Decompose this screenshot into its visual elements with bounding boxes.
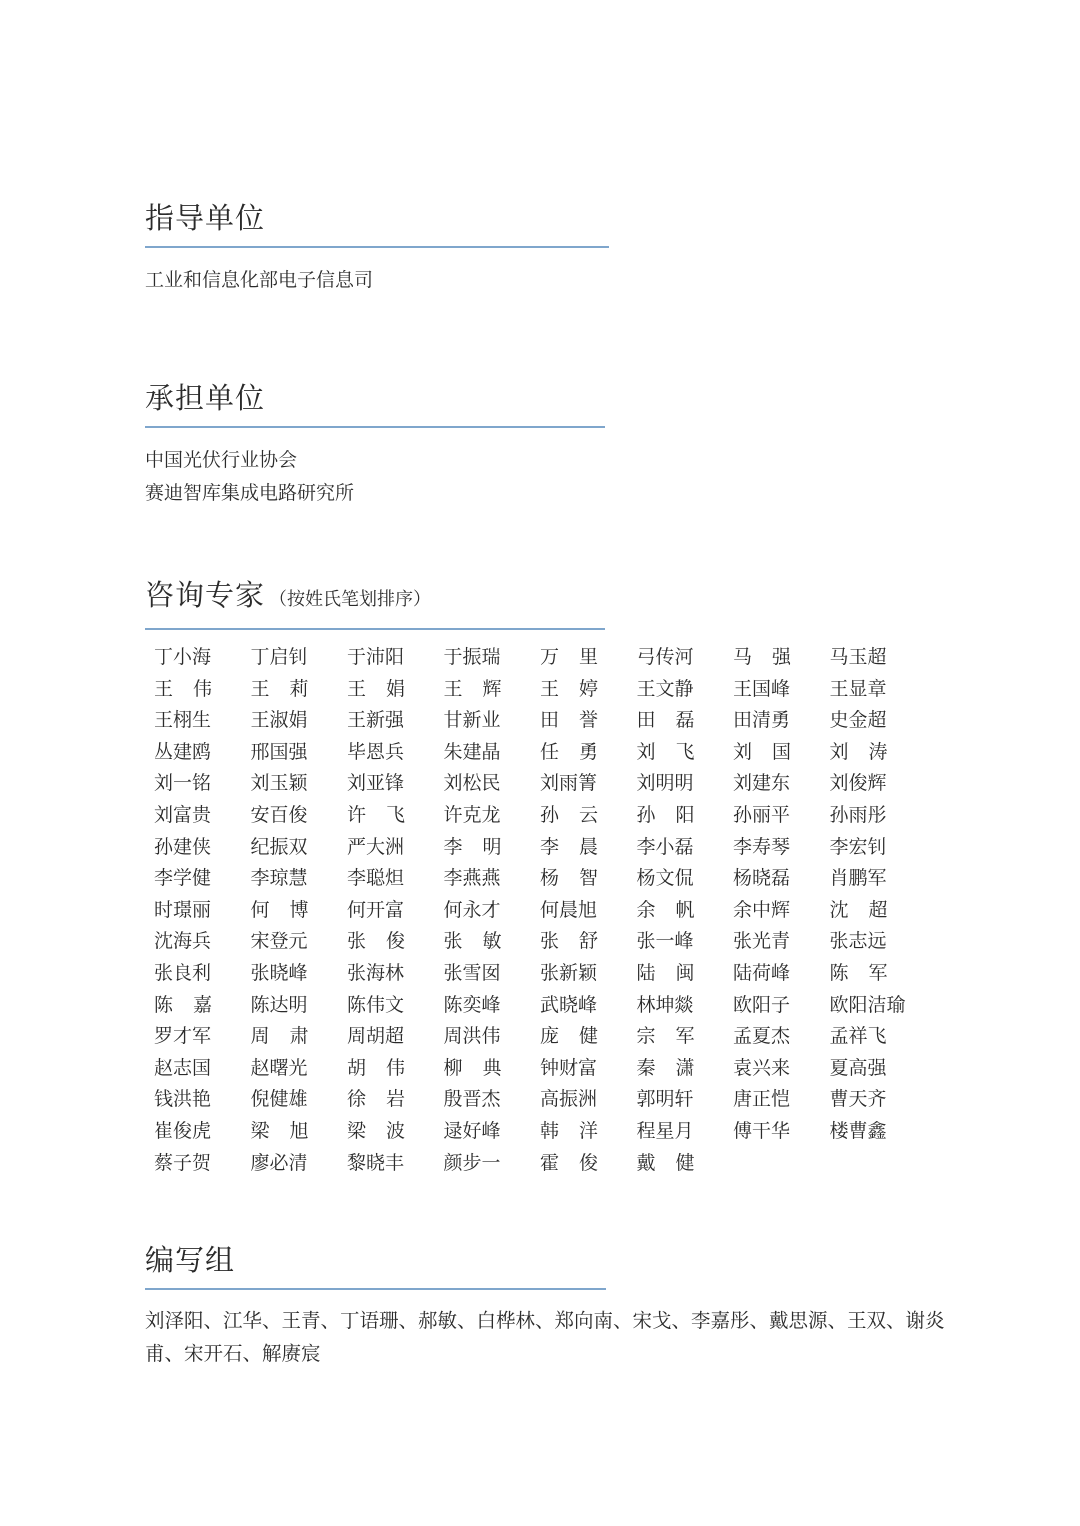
- expert-name: 马 玉 超: [829, 646, 887, 668]
- expert-name: 刘 亚 锋: [347, 772, 405, 795]
- expert-name: 陆 闽: [636, 961, 695, 984]
- expert-name: 甘 新 业: [443, 709, 501, 732]
- expert-name: 弓 传 河: [636, 646, 694, 668]
- writers-heading: 编写组: [145, 1243, 236, 1277]
- host-line: 赛迪智库集成电路研究所: [145, 482, 355, 504]
- expert-name: 王 国 峰: [733, 677, 791, 700]
- guide-line: 工业和信息化部电子信息司: [145, 269, 374, 291]
- expert-name: 李 学 健: [154, 867, 212, 890]
- experts-divider: [145, 628, 605, 630]
- expert-name: 李 宏 钊: [829, 835, 887, 858]
- expert-name: 张 海 林: [347, 961, 405, 984]
- expert-name: 严 大 洲: [347, 835, 405, 858]
- expert-name: 王 显 章: [829, 677, 887, 700]
- expert-name: 王 栩 生: [154, 709, 212, 732]
- expert-name: 夏 高 强: [829, 1056, 887, 1079]
- expert-name: 沈 海 兵: [154, 930, 212, 953]
- expert-name: 梁 波: [347, 1119, 405, 1142]
- expert-name: 徐 岩: [347, 1088, 405, 1111]
- guide-lines: [145, 264, 609, 297]
- expert-name: 刘 国: [733, 740, 791, 763]
- experts-grid: [154, 642, 926, 1179]
- expert-name: 邢 国 强: [250, 740, 308, 763]
- expert-name: 李 聪 炟: [347, 867, 405, 890]
- expert-name: 时 璟 丽: [154, 898, 212, 921]
- expert-name: 孟 祥 飞: [829, 1025, 887, 1048]
- expert-name: 王 婷: [540, 677, 598, 700]
- host-heading: 承担单位: [145, 381, 266, 415]
- expert-name: 丁 启 钊: [250, 646, 308, 668]
- expert-name: 田 誉: [540, 709, 598, 732]
- expert-name: 梁 旭: [250, 1119, 309, 1142]
- expert-name: 逯 好 峰: [443, 1119, 501, 1142]
- expert-name: 张 敏: [443, 930, 502, 953]
- host-section: [145, 380, 605, 510]
- expert-name: 张 良 利: [154, 961, 212, 984]
- expert-name: 许 飞: [347, 803, 405, 826]
- guide-heading: 指导单位: [145, 201, 266, 235]
- expert-name: 廖 必 清: [250, 1151, 308, 1174]
- expert-name: 罗 才 军: [154, 1025, 212, 1048]
- expert-name: 刘 玉 颖: [250, 772, 308, 795]
- expert-name: 庞 健: [540, 1025, 598, 1048]
- host-divider: [145, 426, 605, 428]
- expert-name: 孙 阳: [636, 803, 695, 826]
- expert-name: 李 燕 燕: [443, 867, 501, 890]
- expert-name: 丁 小 海: [154, 646, 212, 668]
- expert-name: 楼 曹 鑫: [829, 1119, 887, 1142]
- expert-name: 张 舒: [540, 930, 598, 953]
- expert-name: 刘 松 民: [443, 772, 501, 795]
- expert-name: 李 晨: [540, 835, 598, 858]
- expert-name: 李 明: [443, 835, 502, 858]
- expert-name: 毕 恩 兵: [347, 740, 405, 763]
- expert-name: 安 百 俊: [250, 803, 308, 826]
- expert-name: 王 莉: [250, 677, 309, 700]
- expert-name: 陈 伟 文: [347, 993, 405, 1016]
- expert-name: 于 振 瑞: [443, 646, 501, 668]
- experts-heading: [145, 577, 926, 618]
- expert-name: 宋 登 元: [250, 930, 308, 953]
- expert-name: 傅 干 华: [733, 1119, 791, 1142]
- expert-name: 马 强: [733, 646, 791, 668]
- expert-name: 朱 建 晶: [443, 740, 501, 763]
- expert-name: 刘 俊 辉: [829, 772, 887, 795]
- experts-sort-note: （按姓氏笔划排序）: [269, 589, 432, 610]
- expert-name: 李 寿 琴: [733, 835, 791, 858]
- host-lines: [145, 444, 605, 510]
- expert-name: 高 振 洲: [540, 1088, 598, 1111]
- expert-name: 赵 志 国: [154, 1056, 212, 1079]
- expert-name: 丛 建 鸥: [154, 740, 212, 763]
- expert-name: 黎 晓 丰: [347, 1151, 405, 1174]
- expert-name: 霍 俊: [540, 1151, 598, 1174]
- writers-divider: [145, 1288, 606, 1290]
- expert-name: 刘 一 铭: [154, 772, 212, 795]
- expert-name: 王 娟: [347, 677, 405, 700]
- expert-name: 何 博: [250, 898, 309, 921]
- expert-name: 肖 鹏 军: [829, 867, 887, 890]
- expert-name: 陈 达 明: [250, 993, 308, 1016]
- expert-name: 胡 伟: [347, 1056, 405, 1079]
- expert-name: 张 雪 囡: [443, 961, 501, 984]
- expert-name: 任 勇: [540, 740, 598, 763]
- expert-name: 许 克 龙: [443, 803, 501, 826]
- expert-name: 纪 振 双: [250, 835, 308, 858]
- expert-name: 陆 荷 峰: [733, 961, 791, 984]
- expert-name: 杨 文 侃: [636, 867, 694, 890]
- expert-name: 沈 超: [829, 898, 888, 921]
- expert-name: 陈 奕 峰: [443, 993, 501, 1016]
- expert-name: 王 辉: [443, 677, 502, 700]
- expert-name: 倪 健 雄: [250, 1088, 308, 1111]
- expert-name: 周 肃: [250, 1025, 309, 1048]
- expert-name: 张 一 峰: [636, 930, 694, 953]
- expert-name: 余 帆: [636, 898, 695, 921]
- expert-name: 张 新 颖: [540, 961, 598, 984]
- expert-name: 钱 洪 艳: [154, 1088, 212, 1111]
- expert-name: 欧 阳 子: [733, 993, 791, 1016]
- expert-name: 陈 嘉: [154, 993, 212, 1016]
- expert-name: 王 文 静: [636, 677, 694, 700]
- expert-name: 史 金 超: [829, 709, 887, 732]
- experts-section: [145, 577, 926, 1179]
- expert-name: 田 清 勇: [733, 709, 791, 732]
- expert-name: 李 小 磊: [636, 835, 694, 858]
- expert-name: 陈 军: [829, 961, 888, 984]
- expert-name: 唐 正 恺: [733, 1088, 791, 1111]
- expert-name: 何 开 富: [347, 898, 405, 921]
- expert-name: 杨 晓 磊: [733, 867, 791, 890]
- guide-section: [145, 200, 609, 297]
- writers-section: [145, 1242, 945, 1370]
- expert-name: 孟 夏 杰: [733, 1025, 791, 1048]
- expert-name: 李 琼 慧: [250, 867, 308, 890]
- expert-name: 余 中 辉: [733, 898, 791, 921]
- expert-name: 孙 云: [540, 803, 598, 826]
- expert-name: 林 坤 燚: [636, 993, 694, 1016]
- expert-name: 秦 潇: [636, 1056, 695, 1079]
- expert-name: 张 俊: [347, 930, 405, 953]
- expert-name: 王 伟: [154, 677, 212, 700]
- expert-name: 张 志 远: [829, 930, 887, 953]
- experts-title: 咨询专家: [145, 578, 266, 612]
- expert-name: 刘 飞: [636, 740, 695, 763]
- expert-name: 戴 健: [636, 1151, 695, 1174]
- expert-name: 刘 涛: [829, 740, 888, 763]
- expert-name: 武 晓 峰: [540, 993, 598, 1016]
- expert-name: 万 里: [540, 646, 598, 668]
- expert-name: 颜 步 一: [443, 1151, 501, 1174]
- expert-name: 宗 军: [636, 1025, 695, 1048]
- expert-name: 周 胡 超: [347, 1025, 405, 1048]
- expert-name: 于 沛 阳: [347, 646, 405, 668]
- expert-name: 韩 洋: [540, 1119, 598, 1142]
- expert-name: 周 洪 伟: [443, 1025, 501, 1048]
- writers-list: 刘泽阳、江华、王青、丁语珊、郝敏、白桦林、郑向南、宋戈、李嘉彤、戴思源、王双、谢炎甫、宋开石、解赓宸: [145, 1309, 945, 1365]
- expert-name: 孙 丽 平: [733, 803, 791, 826]
- expert-name: 柳 典: [443, 1056, 502, 1079]
- expert-name: 刘 明 明: [636, 772, 694, 795]
- expert-name: 欧阳洁瑜: [829, 993, 906, 1016]
- host-line: 中国光伏行业协会: [145, 449, 298, 471]
- expert-name: 殷 晋 杰: [443, 1088, 501, 1111]
- expert-name: 王 淑 娟: [250, 709, 308, 732]
- expert-name: 王 新 强: [347, 709, 405, 732]
- expert-name: 张 光 青: [733, 930, 791, 953]
- guide-divider: [145, 246, 609, 248]
- expert-name: 何 永 才: [443, 898, 501, 921]
- expert-name: 何 晨 旭: [540, 898, 598, 921]
- expert-name: 杨 智: [540, 867, 598, 890]
- expert-name: 程 星 月: [636, 1119, 694, 1142]
- expert-name: 蔡 子 贺: [154, 1151, 212, 1174]
- expert-name: 孙 建 侠: [154, 835, 212, 858]
- expert-name: 郭 明 轩: [636, 1088, 694, 1111]
- expert-name: 田 磊: [636, 709, 695, 732]
- expert-name: 张 晓 峰: [250, 961, 308, 984]
- expert-name: 曹 天 齐: [829, 1088, 887, 1111]
- expert-name: 袁 兴 来: [733, 1056, 791, 1079]
- expert-name: 赵 曙 光: [250, 1056, 308, 1079]
- expert-name: 刘 建 东: [733, 772, 791, 795]
- expert-name: 钟 财 富: [540, 1056, 598, 1079]
- expert-name: 刘 富 贵: [154, 803, 212, 826]
- expert-name: 孙 雨 彤: [829, 803, 887, 826]
- expert-name: 崔 俊 虎: [154, 1119, 212, 1142]
- expert-name: 刘 雨 箐: [540, 772, 598, 795]
